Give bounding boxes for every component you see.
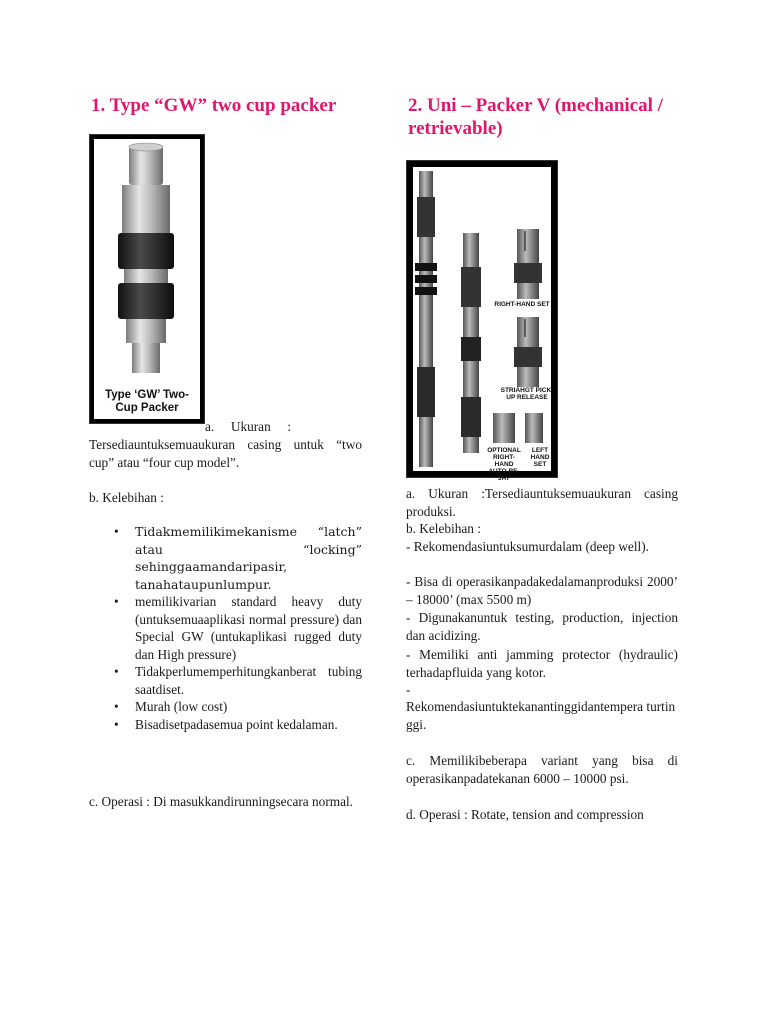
gw-size-label: a. Ukuran : [205,419,292,434]
gw-packer-illustration [94,139,200,379]
optional-label: OPTIONAL RIGHT-HAND AUTO RE-JAY [487,447,521,482]
gw-benefits-list [89,523,362,733]
uni-operation: d. Operasi : Rotate, tension and compression [406,807,644,822]
gw-packer-caption: Type ‘GW’ Two- Cup Packer [105,389,189,414]
list-item: • Tidakperlumemperhitungkanberat tubing saatdiset. [89,663,362,698]
list-item: • Bisadisetpadasemua point kedalaman. [89,716,362,734]
gw-packer-heading: 1. Type “GW” two cup packer [91,95,337,116]
uni-point-2: - Bisa di operasikanpadakedalamanproduksi 2000’ – 18000’ (max 5500 m) [406,574,678,607]
gw-size-text: Tersediauntuksemuaukuran casing untuk “two cup” atau “four cup model”. [89,437,362,470]
gw-benefits-title: b. Kelebihan : [89,490,164,505]
list-item: • memilikivarian standard heavy duty (untuksemuaaplikasi normal pressure) dan Special GW (untukaplikasi rugged duty dan High pressure) [89,593,362,663]
left-hand-label: LEFT HAND SET [530,447,550,468]
right-hand-set-label: RIGHT-HAND SET [494,301,550,308]
uni-packer-illustration [413,167,553,473]
uni-point-6: Rekomendasiuntuktekanantinggidantempera turtinggi. [406,699,676,732]
uni-packer-heading: 2. Uni – Packer V (mechanical / retrievable) [408,95,663,139]
gw-operation: c. Operasi : Di masukkandirunningsecara normal. [89,794,354,809]
uni-point-5: - [406,682,411,697]
list-item: • Murah (low cost) [89,698,362,716]
uni-packer-figure [406,160,558,482]
straight-pickup-label: STRIAHGT PICK-UP RELEASE [500,387,554,401]
uni-point-4: - Memiliki anti jamming protector (hydraulic) terhadapfluida yang kotor. [406,647,678,680]
gw-packer-figure [89,134,205,424]
uni-variant: c. Memilikibeberapa variant yang bisa di operasikanpadatekanan 6000 – 10000 psi. [406,753,678,786]
uni-point-3: - Digunakanuntuk testing, production, injection dan acidizing. [406,610,678,643]
uni-point-1: - Rekomendasiuntuksumurdalam (deep well). [406,539,649,554]
list-item: • Tidakmemilikimekanisme “latch” atau “locking” sehinggaamandaripasir, tanahataupunlumpur. [89,523,362,593]
uni-benefits-title: b. Kelebihan : [406,521,481,536]
uni-size: a. Ukuran :Tersediauntuksemuaukuran casing produksi. [406,486,678,519]
